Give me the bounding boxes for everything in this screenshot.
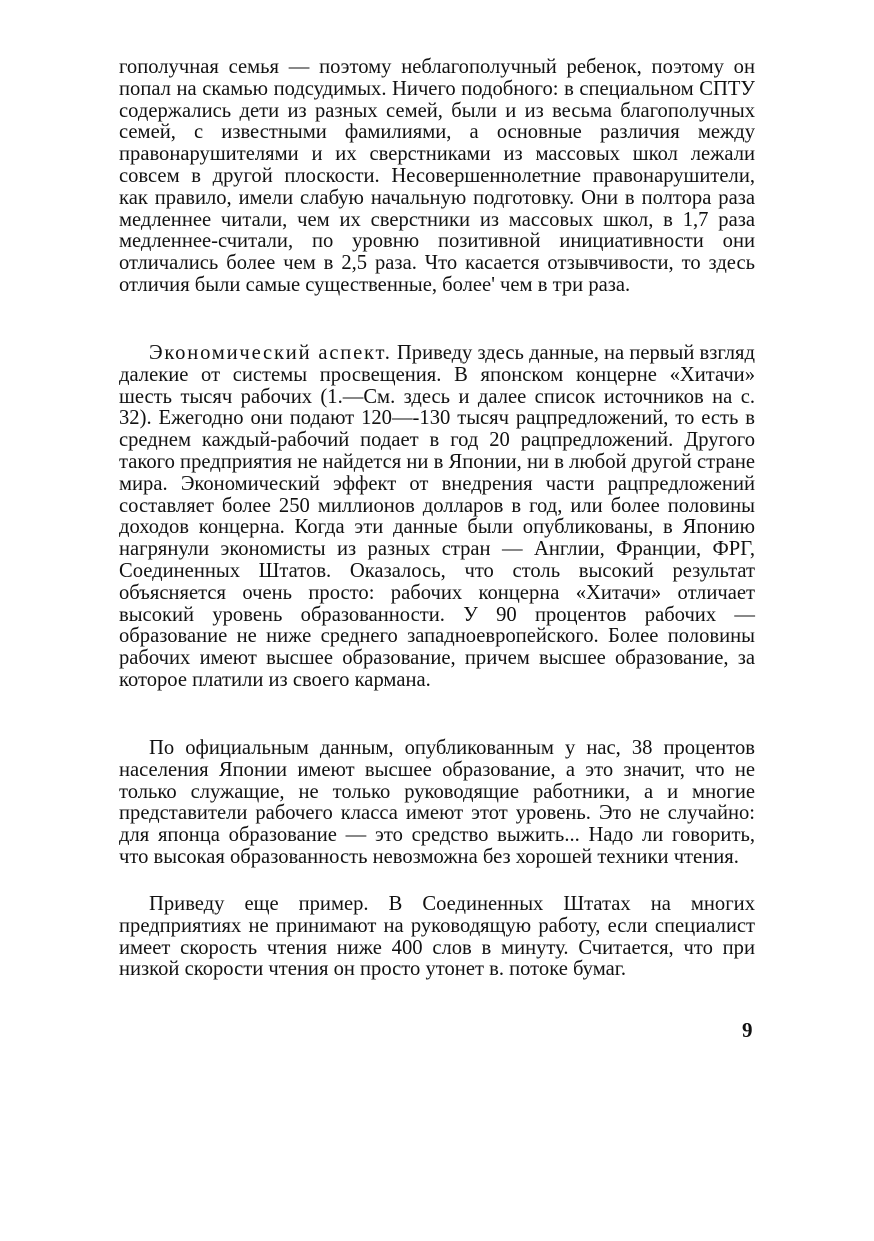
paragraph-continuation: гополучная семья — поэтому неблагополучный ребенок, поэтому он попал на скамью подсудимых. Ничего подобного: в специальном СПТУ содержались дети из разных семей, были и из весьма благополучных семей, с известными фамилиями, а основные различия между правонарушителями и их сверстниками из массовых школ лежали совсем в другой плоскости. Несовершеннолетние правонарушители, как правило, имели слабую начальную подготовку. Они в полтора раза медленнее читали, чем их сверстники из массовых школ, в 1,7 раза медленнее-считали, по уровню позитивной инициативности они отличались более чем в 2,5 раза. Что касается отзывчивости, то здесь отличия были самые существенные, более' чем в три раза. — [119, 56, 755, 296]
section-heading-economic-aspect: Экономический аспект. — [149, 342, 392, 364]
paragraph-another-example: Приведу еще пример. В Соединенных Штатах на многих предприятиях не принимают на руководящую работу, если специалист имеет скорость чтения ниже 400 слов в минуту. Считается, что при низкой скорости чтения он просто утонет в. потоке бумаг. — [119, 893, 755, 981]
book-page — [119, 57, 755, 1057]
paragraph-economic-aspect-text: Приведу здесь данные, на первый взгляд далекие от системы просвещения. В японском концерне «Хитачи» шесть тысяч рабочих (1.—См. здесь и далее список источников на с. 32). Ежегодно они подают 120—-130 тысяч рацпредложений, то есть в среднем каждый-рабочий подает в год 20 рацпредложений. Другого такого предприятия не найдется ни в Японии, ни в любой другой стране мира. Экономический эффект от внедрения части рацпредложений составляет более 250 миллионов долларов в год, или более половины доходов концерна. Когда эти данные были опубликованы, в Японию нагрянули экономисты из разных стран — Англии, Франции, ФРГ, Соединенных Штатов. Оказалось, что столь высокий результат объясняется очень просто: рабочих концерна «Хитачи» отличает высокий уровень образованности. У 90 процентов рабочих — образование не ниже среднего западноевропейского. Более половины рабочих имеют высшее образование, причем высшее образование, за которое платили из своего кармана. — [119, 342, 755, 691]
paragraph-official-data: По официальным данным, опубликованным у нас, 38 процентов населения Японии имеют высшее образование, а это значит, что не только служащие, не только руководящие работники, а и многие представители рабочего класса имеют этот уровень. Это не случайно: для японца образование — это средство выжить... Надо ли говорить, что высокая образованность невозможна без хорошей техники чтения. — [119, 737, 755, 868]
paragraph-economic-aspect — [119, 343, 755, 692]
page-number: 9 — [742, 1018, 753, 1042]
